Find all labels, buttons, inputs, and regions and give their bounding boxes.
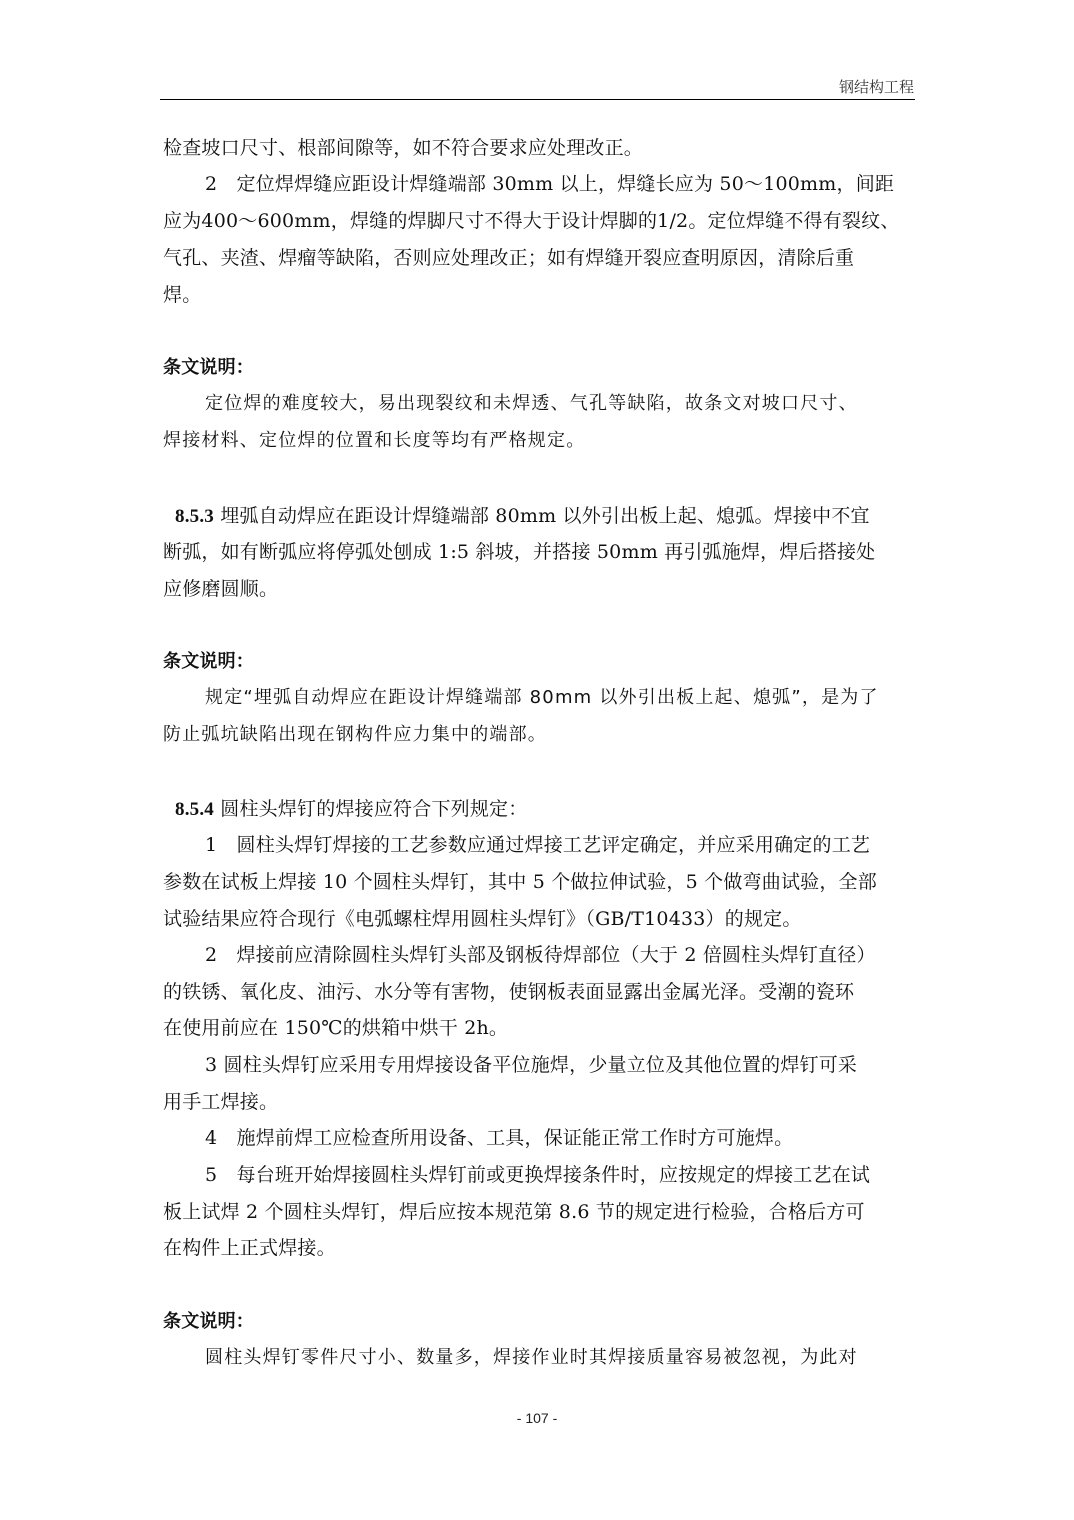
header-divider bbox=[160, 99, 915, 100]
commentary-heading: 条文说明： bbox=[163, 651, 254, 672]
item-2-line: 2 焊接前应清除圆柱头焊钉头部及钢板待焊部位（大于 2 倍圆柱头焊钉直径） bbox=[205, 944, 876, 966]
clause-8-5-3-line: 断弧，如有断弧应将停弧处刨成 1:5 斜坡，并搭接 50mm 再引弧施焊，焊后搭接处 bbox=[163, 541, 876, 563]
running-header-title: 钢结构工程 bbox=[838, 78, 914, 96]
commentary-heading: 条文说明： bbox=[163, 357, 254, 378]
clause-number: 8.5.3 bbox=[175, 506, 214, 527]
item-1-line: 1 圆柱头焊钉焊接的工艺参数应通过焊接工艺评定确定，并应采用确定的工艺 bbox=[205, 834, 871, 856]
page-number: - 107 - bbox=[516, 1410, 558, 1426]
commentary-line: 防止弧坑缺陷出现在钢构件应力集中的端部。 bbox=[163, 724, 547, 745]
item-2-line: 应为400～600mm，焊缝的焊脚尺寸不得大于设计焊脚的1/2。定位焊缝不得有裂纹、 bbox=[163, 210, 900, 232]
item-2-line: 的铁锈、氧化皮、油污、水分等有害物，使钢板表面显露出金属光泽。受潮的瓷环 bbox=[163, 981, 855, 1003]
item-2-line: 气孔、夹渣、焊瘤等缺陷，否则应处理改正；如有焊缝开裂应查明原因，清除后重 bbox=[163, 247, 855, 269]
clause-text: 埋弧自动焊应在距设计焊缝端部 80mm 以外引出板上起、熄弧。焊接中不宜 bbox=[214, 505, 870, 527]
item-3-line: 3 圆柱头焊钉应采用专用焊接设备平位施焊，少量立位及其他位置的焊钉可采 bbox=[205, 1054, 858, 1076]
item-5-line: 板上试焊 2 个圆柱头焊钉，焊后应按本规范第 8.6 节的规定进行检验，合格后方可 bbox=[163, 1201, 865, 1223]
item-2-line: 在使用前应在 150℃的烘箱中烘干 2h。 bbox=[163, 1017, 509, 1039]
item-1-line: 试验结果应符合现行《电弧螺柱焊用圆柱头焊钉》（GB/T10433）的规定。 bbox=[163, 908, 802, 930]
item-1-line: 参数在试板上焊接 10 个圆柱头焊钉，其中 5 个做拉伸试验，5 个做弯曲试验，全部 bbox=[163, 871, 877, 893]
commentary-line: 规定“埋弧自动焊应在距设计焊缝端部 80mm 以外引出板上起、熄弧”，是为了 bbox=[205, 687, 879, 708]
item-5-line: 在构件上正式焊接。 bbox=[163, 1237, 336, 1259]
commentary-line: 焊接材料、定位焊的位置和长度等均有严格规定。 bbox=[163, 430, 586, 451]
commentary-line: 定位焊的难度较大，易出现裂纹和未焊透、气孔等缺陷，故条文对坡口尺寸、 bbox=[205, 393, 858, 414]
item-5-line: 5 每台班开始焊接圆柱头焊钉前或更换焊接条件时，应按规定的焊接工艺在试 bbox=[205, 1164, 871, 1186]
item-2-line: 焊。 bbox=[163, 284, 202, 306]
commentary-heading: 条文说明： bbox=[163, 1311, 254, 1332]
paragraph-line: 检查坡口尺寸、根部间隙等，如不符合要求应处理改正。 bbox=[163, 137, 644, 159]
clause-8-5-3-line bbox=[175, 498, 870, 534]
clause-8-5-4-title bbox=[175, 791, 527, 827]
item-4-line: 4 施焊前焊工应检查所用设备、工具，保证能正常工作时方可施焊。 bbox=[205, 1127, 794, 1149]
commentary-line: 圆柱头焊钉零件尺寸小、数量多，焊接作业时其焊接质量容易被忽视，为此对 bbox=[205, 1347, 858, 1368]
item-2-line: 2 定位焊焊缝应距设计焊缝端部 30mm 以上，焊缝长应为 50～100mm，间距 bbox=[205, 173, 895, 195]
clause-text: 圆柱头焊钉的焊接应符合下列规定： bbox=[214, 798, 528, 820]
clause-number: 8.5.4 bbox=[175, 799, 214, 820]
item-3-line: 用手工焊接。 bbox=[163, 1091, 279, 1113]
clause-8-5-3-line: 应修磨圆顺。 bbox=[163, 578, 279, 600]
